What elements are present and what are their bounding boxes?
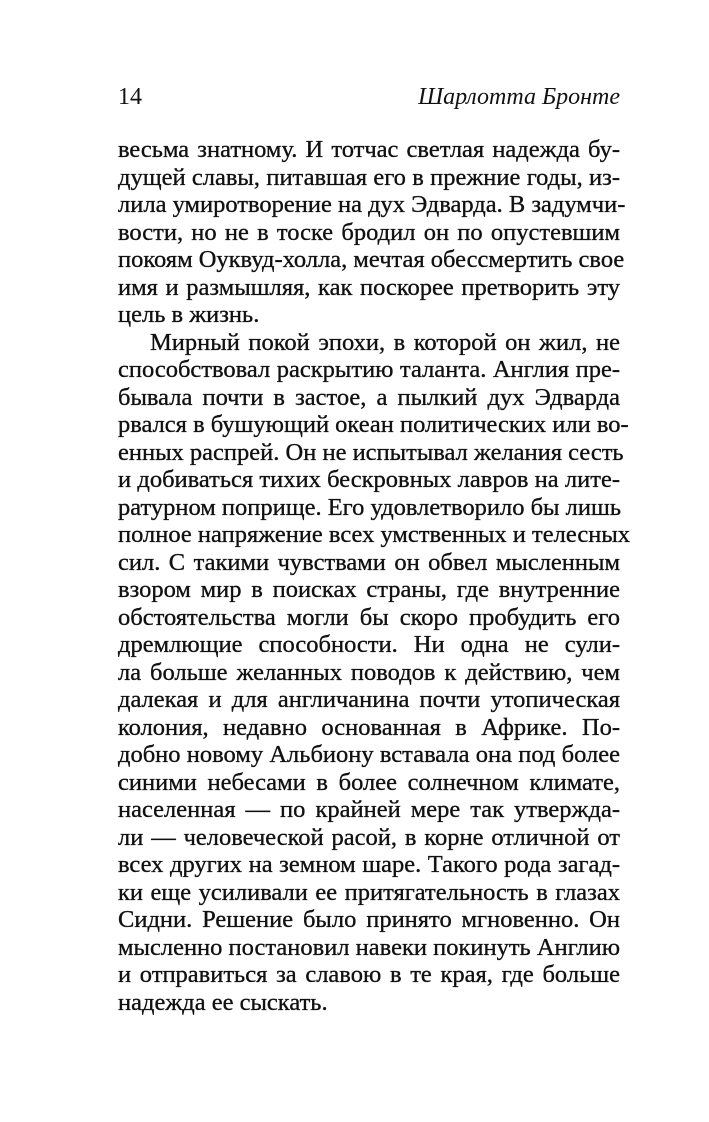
text-line: покоям Оуквуд-холла, мечтая обессмертить свое (118, 246, 625, 273)
text-line: рвался в бушующий океан политических или во- (118, 411, 629, 438)
text-line: всех других на земном шаре. Такого рода загад- (118, 851, 620, 878)
text-line: ли — человеческой расой, в корне отличной от (118, 823, 620, 851)
text-line: бывала почти в застое, а пылкий дух Эдварда (118, 383, 620, 411)
body-text (118, 136, 631, 1016)
text-line: колония, недавно основанная в Африке. По- (118, 713, 620, 741)
paragraph-2 (118, 328, 631, 1017)
text-line: дущей славы, питавшая его в прежние годы, из- (118, 163, 620, 191)
text-line: полное напряжение всех умственных и телесных (118, 521, 631, 548)
paragraph-1 (118, 136, 626, 329)
text-line: мысленно постановил навеки покинуть Англию (118, 933, 621, 961)
running-head-author: Шарлотта Бронте (418, 84, 620, 110)
text-line: вости, но не в тоске бродил он по опустевшим (118, 218, 620, 246)
text-line: способствовал раскрытию таланта. Англия пре- (118, 356, 620, 383)
text-line: цель в жизнь. (118, 301, 260, 328)
text-line: Сидни. Решение было принято мгновенно. Он (118, 906, 620, 933)
text-line: имя и размышляя, как поскорее претворить эту (118, 273, 620, 301)
text-line: надежда ее сыскать. (118, 988, 328, 1016)
text-line: сил. С такими чувствами он обвел мысленным (118, 548, 620, 576)
text-line: ки еще усиливали ее притягательность в глазах (118, 878, 620, 906)
text-line: дремлющие способности. Ни одна не сули- (118, 631, 620, 658)
text-line: населенная — по крайней мере так утвержда- (118, 796, 620, 823)
text-line: добно новому Альбиону вставала она под более (118, 741, 620, 768)
text-line: лила умиротворение на дух Эдварда. В задумчи- (118, 191, 626, 218)
text-line: ратурном поприще. Его удовлетворило бы лишь (118, 493, 622, 521)
text-line: синими небесами в более солнечном климате, (118, 768, 620, 796)
text-line: весьма знатному. И тотчас светлая надежда бу- (118, 136, 620, 163)
text-line: и добиваться тихих бескровных лавров на лите- (118, 466, 620, 493)
page-number: 14 (118, 84, 142, 110)
text-line: енных распрей. Он не испытывал желания сесть (118, 438, 624, 466)
text-line: и отправиться за славою в те края, где больше (118, 961, 620, 988)
text-line: далекая и для англичанина почти утопическая (118, 686, 620, 713)
text-line: обстоятельства могли бы скоро пробудить его (118, 603, 620, 631)
text-line: ла больше желанных поводов к действию, чем (118, 658, 620, 686)
page-header (118, 82, 620, 118)
text-line: взором мир в поисках страны, где внутренние (118, 576, 620, 603)
text-line: Мирный покой эпохи, в которой он жил, не (150, 328, 620, 356)
